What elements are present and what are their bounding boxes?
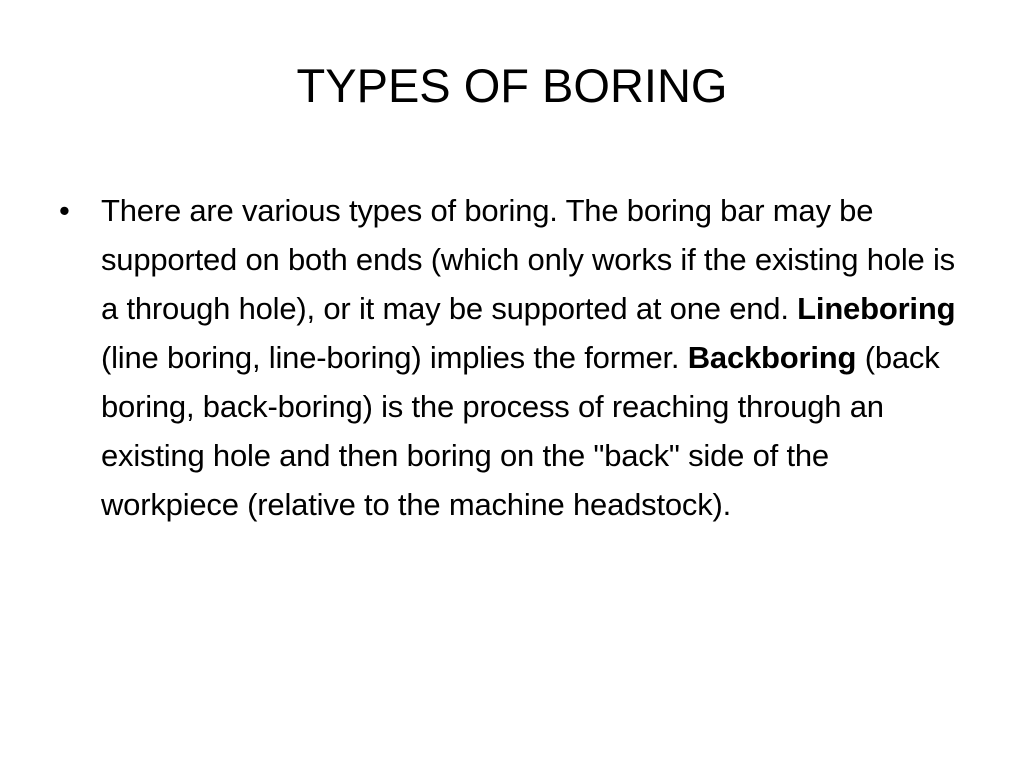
bullet-text-lineboring-desc: (line boring, line-boring) implies the former. — [101, 340, 688, 375]
term-lineboring: Lineboring — [797, 291, 956, 326]
bullet-item — [58, 186, 958, 529]
bullet-text-backboring-desc: (back boring, back-boring) is the process of reaching through an existing hole and then boring on the "back" side of the workpiece (relative to the machine headstock). — [101, 340, 940, 522]
bullet-text-intro: There are various types of boring. The boring bar may be supported on both ends (which only works if the existing hole is a through hole), or it may be supported at one end. — [101, 193, 955, 326]
bullet-marker: • — [59, 193, 70, 228]
term-backboring: Backboring — [687, 340, 857, 375]
bullet-list — [58, 186, 958, 529]
slide-title: TYPES OF BORING — [296, 59, 728, 112]
bullet-text — [101, 193, 955, 522]
